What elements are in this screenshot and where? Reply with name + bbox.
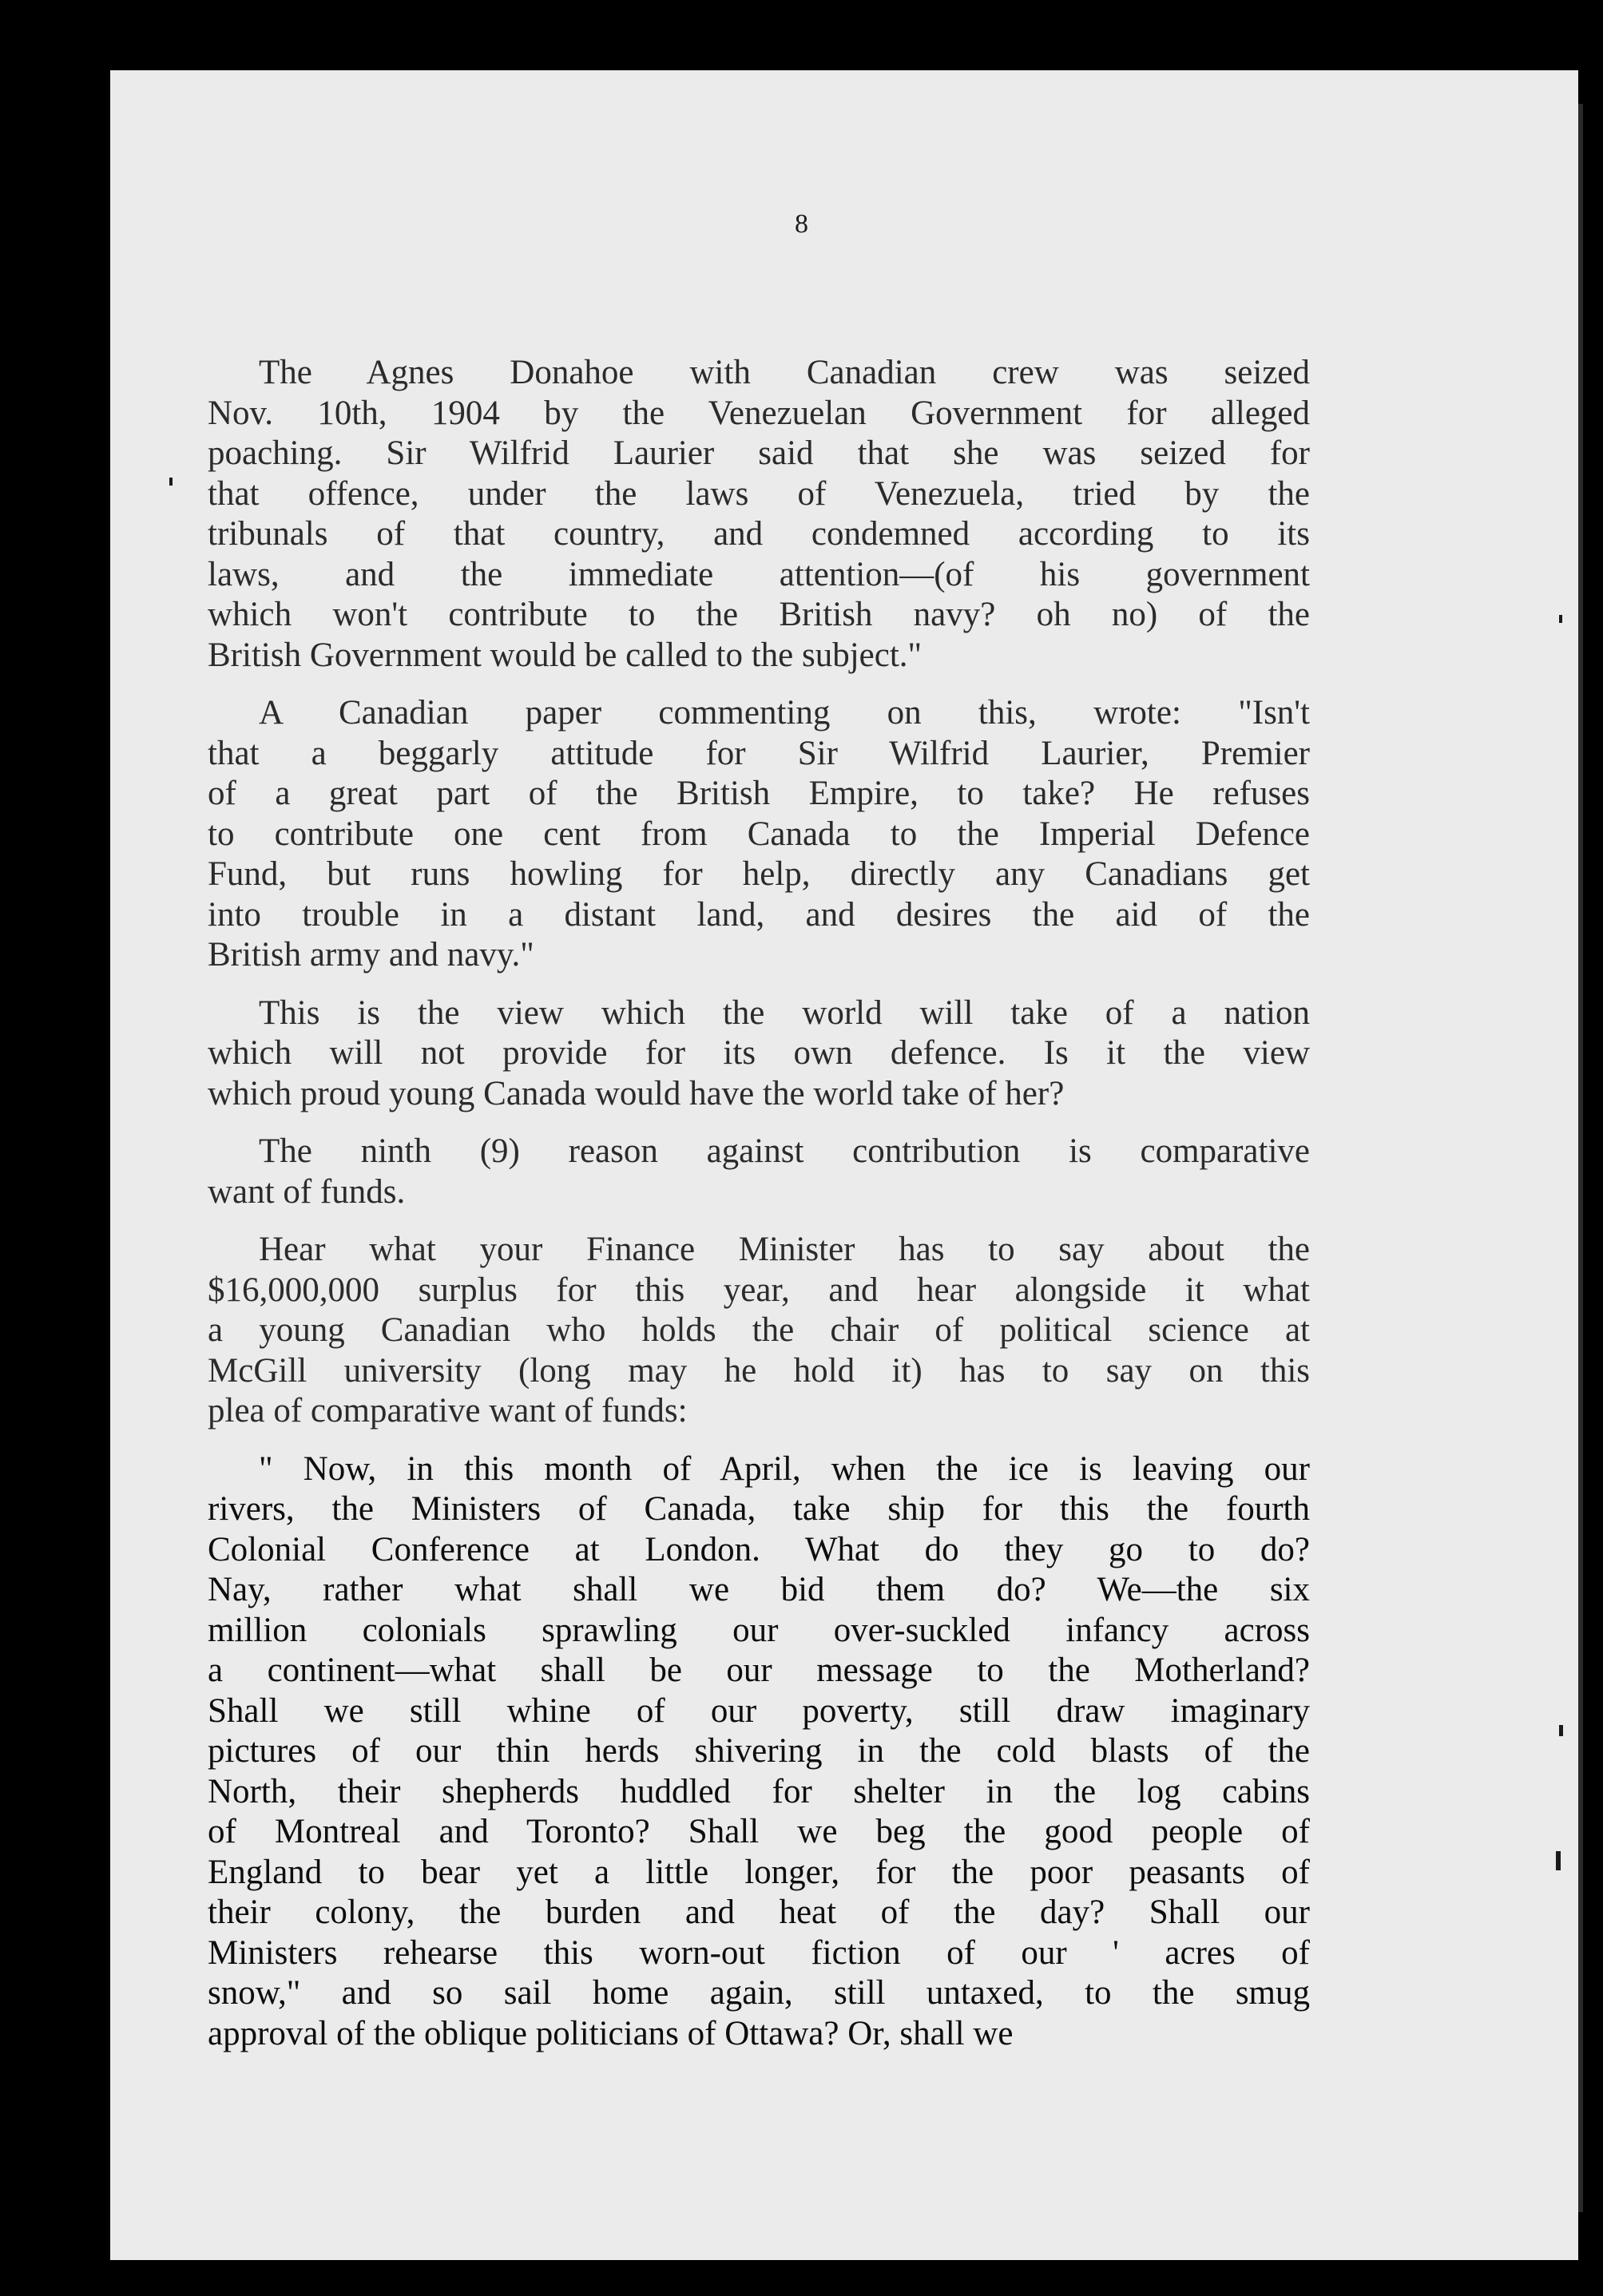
text-line: which will not provide for its own defence. Is it the view: [208, 1034, 1310, 1072]
text-line: snow," and so sail home again, still untaxed, to the smug: [208, 1974, 1310, 2012]
text-line: that offence, under the laws of Venezuela, tried by the: [208, 474, 1310, 513]
margin-speck: [1559, 1725, 1563, 1736]
paragraph-finance-minister: [208, 1230, 1310, 1432]
text-line: laws, and the immediate attention—(of his government: [208, 555, 1310, 593]
text-line: The ninth (9) reason against contribution is comparative: [259, 1132, 1310, 1170]
text-line: British army and navy.": [208, 936, 534, 974]
text-line: McGill university (long may he hold it) has to say on this: [208, 1351, 1310, 1390]
text-line: to contribute one cent from Canada to the Imperial Defence: [208, 815, 1310, 853]
text-line: This is the view which the world will take of a nation: [259, 993, 1310, 1032]
text-line: Nov. 10th, 1904 by the Venezuelan Government for alleged: [208, 394, 1310, 432]
paragraph-gap: [208, 976, 1310, 993]
page-edge: [1578, 104, 1583, 2212]
text-line: England to bear yet a little longer, for the poor peasants of: [208, 1853, 1310, 1891]
text-line: million colonials sprawling our over-suckled infancy across: [208, 1611, 1310, 1649]
text-line: pictures of our thin herds shivering in the cold blasts of the: [208, 1732, 1310, 1770]
text-line: Shall we still whine of our poverty, still draw imaginary: [208, 1691, 1310, 1730]
text-line: tribunals of that country, and condemned according to its: [208, 515, 1310, 553]
paragraph-gap: [208, 1212, 1310, 1230]
text-line: a young Canadian who holds the chair of political science at: [208, 1311, 1310, 1349]
text-line: Ministers rehearse this worn-out fiction of our ' acres of: [208, 1933, 1310, 1972]
text-line: The Agnes Donahoe with Canadian crew was seized: [259, 354, 1310, 391]
paragraph-gap: [208, 676, 1310, 693]
page-number: 8: [795, 209, 808, 239]
text-line: that a beggarly attitude for Sir Wilfrid Laurier, Premier: [208, 734, 1310, 772]
text-line: A Canadian paper commenting on this, wrote: "Isn't: [259, 694, 1310, 732]
text-line: North, their shepherds huddled for shelter in the log cabins: [208, 1772, 1310, 1810]
paragraph-quotation: [208, 1449, 1310, 2055]
paragraph-gap: [208, 1432, 1310, 1449]
text-line: of Montreal and Toronto? Shall we beg the good people of: [208, 1813, 1310, 1850]
body-text: [208, 353, 1310, 2054]
text-line: which proud young Canada would have the world take of her?: [208, 1074, 1065, 1112]
paragraph-view-of-nation: [208, 993, 1310, 1115]
paragraph-ninth-reason: [208, 1132, 1310, 1212]
text-line: $16,000,000 surplus for this year, and hear alongside it what: [208, 1271, 1310, 1309]
text-line: Fund, but runs howling for help, directly any Canadians get: [208, 855, 1310, 893]
text-line: British Government would be called to the subject.": [208, 636, 923, 674]
paragraph-gap: [208, 1114, 1310, 1132]
paragraph-canadian-paper: [208, 693, 1310, 976]
text-line: Nay, rather what shall we bid them do? We—the six: [208, 1571, 1310, 1608]
text-line: which won't contribute to the British navy? oh no) of the: [208, 596, 1310, 633]
text-line: approval of the oblique politicians of Ottawa? Or, shall we: [208, 2014, 1014, 2052]
text-line: plea of comparative want of funds:: [208, 1392, 688, 1430]
text-line: " Now, in this month of April, when the ice is leaving our: [259, 1449, 1310, 1488]
text-line: Colonial Conference at London. What do they go to do?: [208, 1530, 1310, 1568]
margin-speck: [1556, 1851, 1561, 1870]
margin-speck: [1559, 615, 1562, 623]
text-line: poaching. Sir Wilfrid Laurier said that she was seized for: [208, 434, 1310, 472]
text-line: their colony, the burden and heat of the day? Shall our: [208, 1894, 1310, 1931]
text-line: a continent—what shall be our message to the Motherland?: [208, 1652, 1310, 1689]
text-line: want of funds.: [208, 1172, 406, 1211]
margin-speck: [169, 478, 173, 486]
text-line: of a great part of the British Empire, to take? He refuses: [208, 775, 1310, 812]
text-line: Hear what your Finance Minister has to say about the: [259, 1231, 1310, 1268]
text-line: rivers, the Ministers of Canada, take ship for this the fourth: [208, 1490, 1310, 1528]
paragraph-agnes-donahoe: [208, 353, 1310, 676]
text-line: into trouble in a distant land, and desires the aid of the: [208, 895, 1310, 934]
